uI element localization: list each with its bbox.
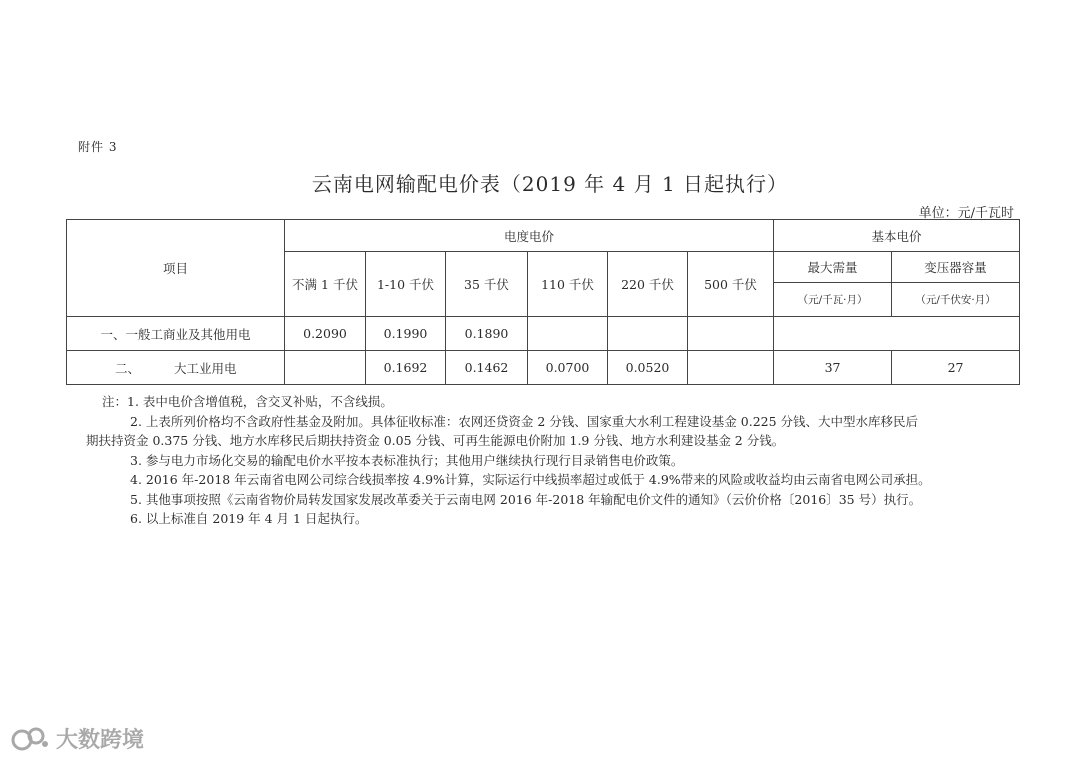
price-cell [688, 351, 774, 385]
note-line: 2. 上表所列价格均不含政府性基金及附加。具体征收标准：农网还贷资金 2 分钱、国家重大水利工程建设基金 0.225 分钱、大中型水库移民后 [130, 413, 919, 429]
basic-price-header: 基本电价 [774, 220, 1020, 252]
max-demand-unit: （元/千瓦·月） [774, 283, 892, 317]
transformer-capacity-cell: 27 [892, 351, 1020, 385]
item-header: 项目 [67, 220, 285, 317]
transformer-capacity-header: 变压器容量 [892, 252, 1020, 283]
row-label-number: 二、 [115, 360, 141, 376]
voltage-header: 220 千伏 [608, 252, 688, 317]
energy-price-header: 电度电价 [285, 220, 774, 252]
price-cell [528, 317, 608, 351]
voltage-header: 110 千伏 [528, 252, 608, 317]
price-cell: 0.0700 [528, 351, 608, 385]
price-cell [285, 351, 366, 385]
price-cell: 0.1692 [366, 351, 446, 385]
price-cell: 0.1890 [446, 317, 528, 351]
voltage-header: 1-10 千伏 [366, 252, 446, 317]
voltage-header: 35 千伏 [446, 252, 528, 317]
price-cell: 0.1990 [366, 317, 446, 351]
row-label [67, 351, 285, 385]
voltage-header: 不满 1 千伏 [285, 252, 366, 317]
basic-price-cell [774, 317, 1020, 351]
price-cell: 0.2090 [285, 317, 366, 351]
note-line: 5. 其他事项按照《云南省物价局转发国家发展改革委关于云南电网 2016 年-2018 年输配电价文件的通知》（云价价格〔2016〕35 号）执行。 [130, 491, 922, 507]
attachment-label: 附件 3 [78, 140, 118, 154]
table-row [67, 351, 1020, 385]
table-row [67, 317, 1020, 351]
note-line: 期扶持资金 0.375 分钱、地方水库移民后期扶持资金 0.05 分钱、可再生能源电价附加 1.9 分钱、地方水利建设基金 2 分钱。 [86, 433, 785, 448]
watermark-logo-icon [10, 724, 50, 754]
price-cell: 0.0520 [608, 351, 688, 385]
transformer-capacity-unit: （元/千伏安·月） [892, 283, 1020, 317]
unit-label: 单位：元/千瓦时 [918, 206, 1014, 221]
price-cell [608, 317, 688, 351]
note-line: 注：1. 表中电价含增值税，含交叉补贴，不含线损。 [102, 394, 393, 409]
watermark [10, 723, 144, 754]
note-line: 6. 以上标准自 2019 年 4 月 1 日起执行。 [130, 511, 368, 526]
max-demand-header: 最大需量 [774, 252, 892, 283]
document-title: 云南电网输配电价表（2019 年 4 月 1 日起执行） [311, 172, 789, 196]
max-demand-cell: 37 [774, 351, 892, 385]
watermark-text: 大数跨境 [56, 728, 145, 753]
voltage-header: 500 千伏 [688, 252, 774, 317]
row-label: 一、一般工商业及其他用电 [67, 317, 285, 351]
note-line: 3. 参与电力市场化交易的输配电价水平按本表标准执行；其他用户继续执行现行目录销售电价政策。 [130, 452, 684, 468]
price-cell [688, 317, 774, 351]
tariff-table [66, 219, 1020, 385]
row-label-text: 大工业用电 [174, 360, 237, 376]
notes-section [82, 392, 1032, 529]
price-cell: 0.1462 [446, 351, 528, 385]
note-line: 4. 2016 年-2018 年云南省电网公司综合线损率按 4.9%计算，实际运行中线损率超过或低于 4.9%带来的风险或收益均由云南省电网公司承担。 [130, 472, 931, 487]
